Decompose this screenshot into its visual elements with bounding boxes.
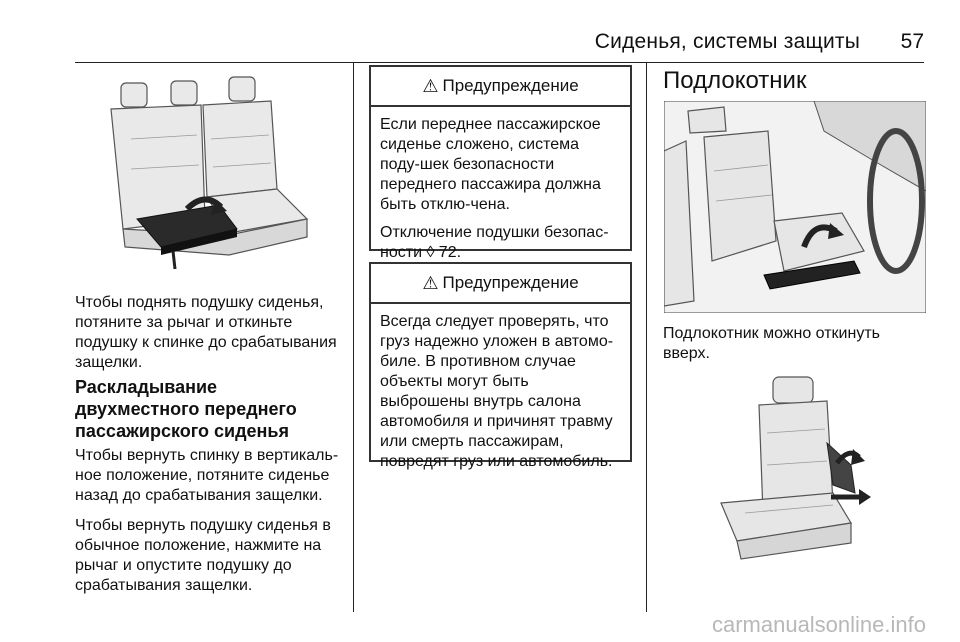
watermark: carmanualsonline.info	[711, 612, 926, 637]
left-body-paragraphs	[75, 446, 340, 606]
warning-box-airbag	[369, 65, 632, 261]
warning-label: Предупреждение	[442, 76, 579, 95]
armrest-caption: Подлокотник можно откинуть вверх.	[663, 325, 880, 362]
column-divider-right	[646, 62, 647, 612]
header-rule	[75, 62, 924, 63]
warning-body	[371, 107, 630, 263]
warning-text: Если переднее пассажирское сиденье сложено, система поду-шек безопасности переднего пассажира должна быть отклю-чена.	[380, 116, 601, 213]
armrest-interior-illustration	[663, 100, 927, 314]
warning-label: Предупреждение	[442, 273, 579, 292]
warning-triangle-icon: ⚠	[422, 75, 439, 96]
running-header-title: Сиденья, системы защиты	[594, 30, 860, 53]
warning-triangle-icon: ⚠	[422, 272, 439, 293]
paragraph-backrest: Чтобы вернуть спинку в вертикаль-ное положение, потяните сиденье назад до срабатывания защелки.	[75, 447, 339, 504]
warning-text: Всегда следует проверять, что груз надежно уложен в автомо-биле. В противном случае объекты могут быть выброшены внутрь салона автомобиля и причинят травму или смерть пассажирам, повредят груз или автомобиль.	[380, 313, 614, 470]
intro-paragraph: Чтобы поднять подушку сиденья, потяните за рычаг и откиньте подушку к спинке до срабатывания защелки.	[75, 294, 337, 371]
warning-header	[371, 67, 630, 107]
seat-armrest-illustration	[700, 372, 902, 574]
page-number: 57	[900, 30, 924, 53]
warning-header	[371, 264, 630, 304]
bench-seat-illustration	[100, 68, 342, 282]
warning-box-cargo	[369, 262, 632, 470]
warning-text-reference: Отключение подушки безопас-ности ◊ 72.	[380, 224, 609, 261]
column-divider-left	[353, 62, 354, 612]
paragraph-cushion: Чтобы вернуть подушку сиденья в обычное положение, нажмите на рычаг и опустите подушку до срабатывания защелки.	[75, 517, 331, 594]
warning-body	[371, 304, 630, 472]
section-title-armrest: Подлокотник	[663, 67, 807, 94]
subheading-folding-seat: Раскладывание двухместного переднего пассажирского сиденья	[75, 377, 297, 441]
